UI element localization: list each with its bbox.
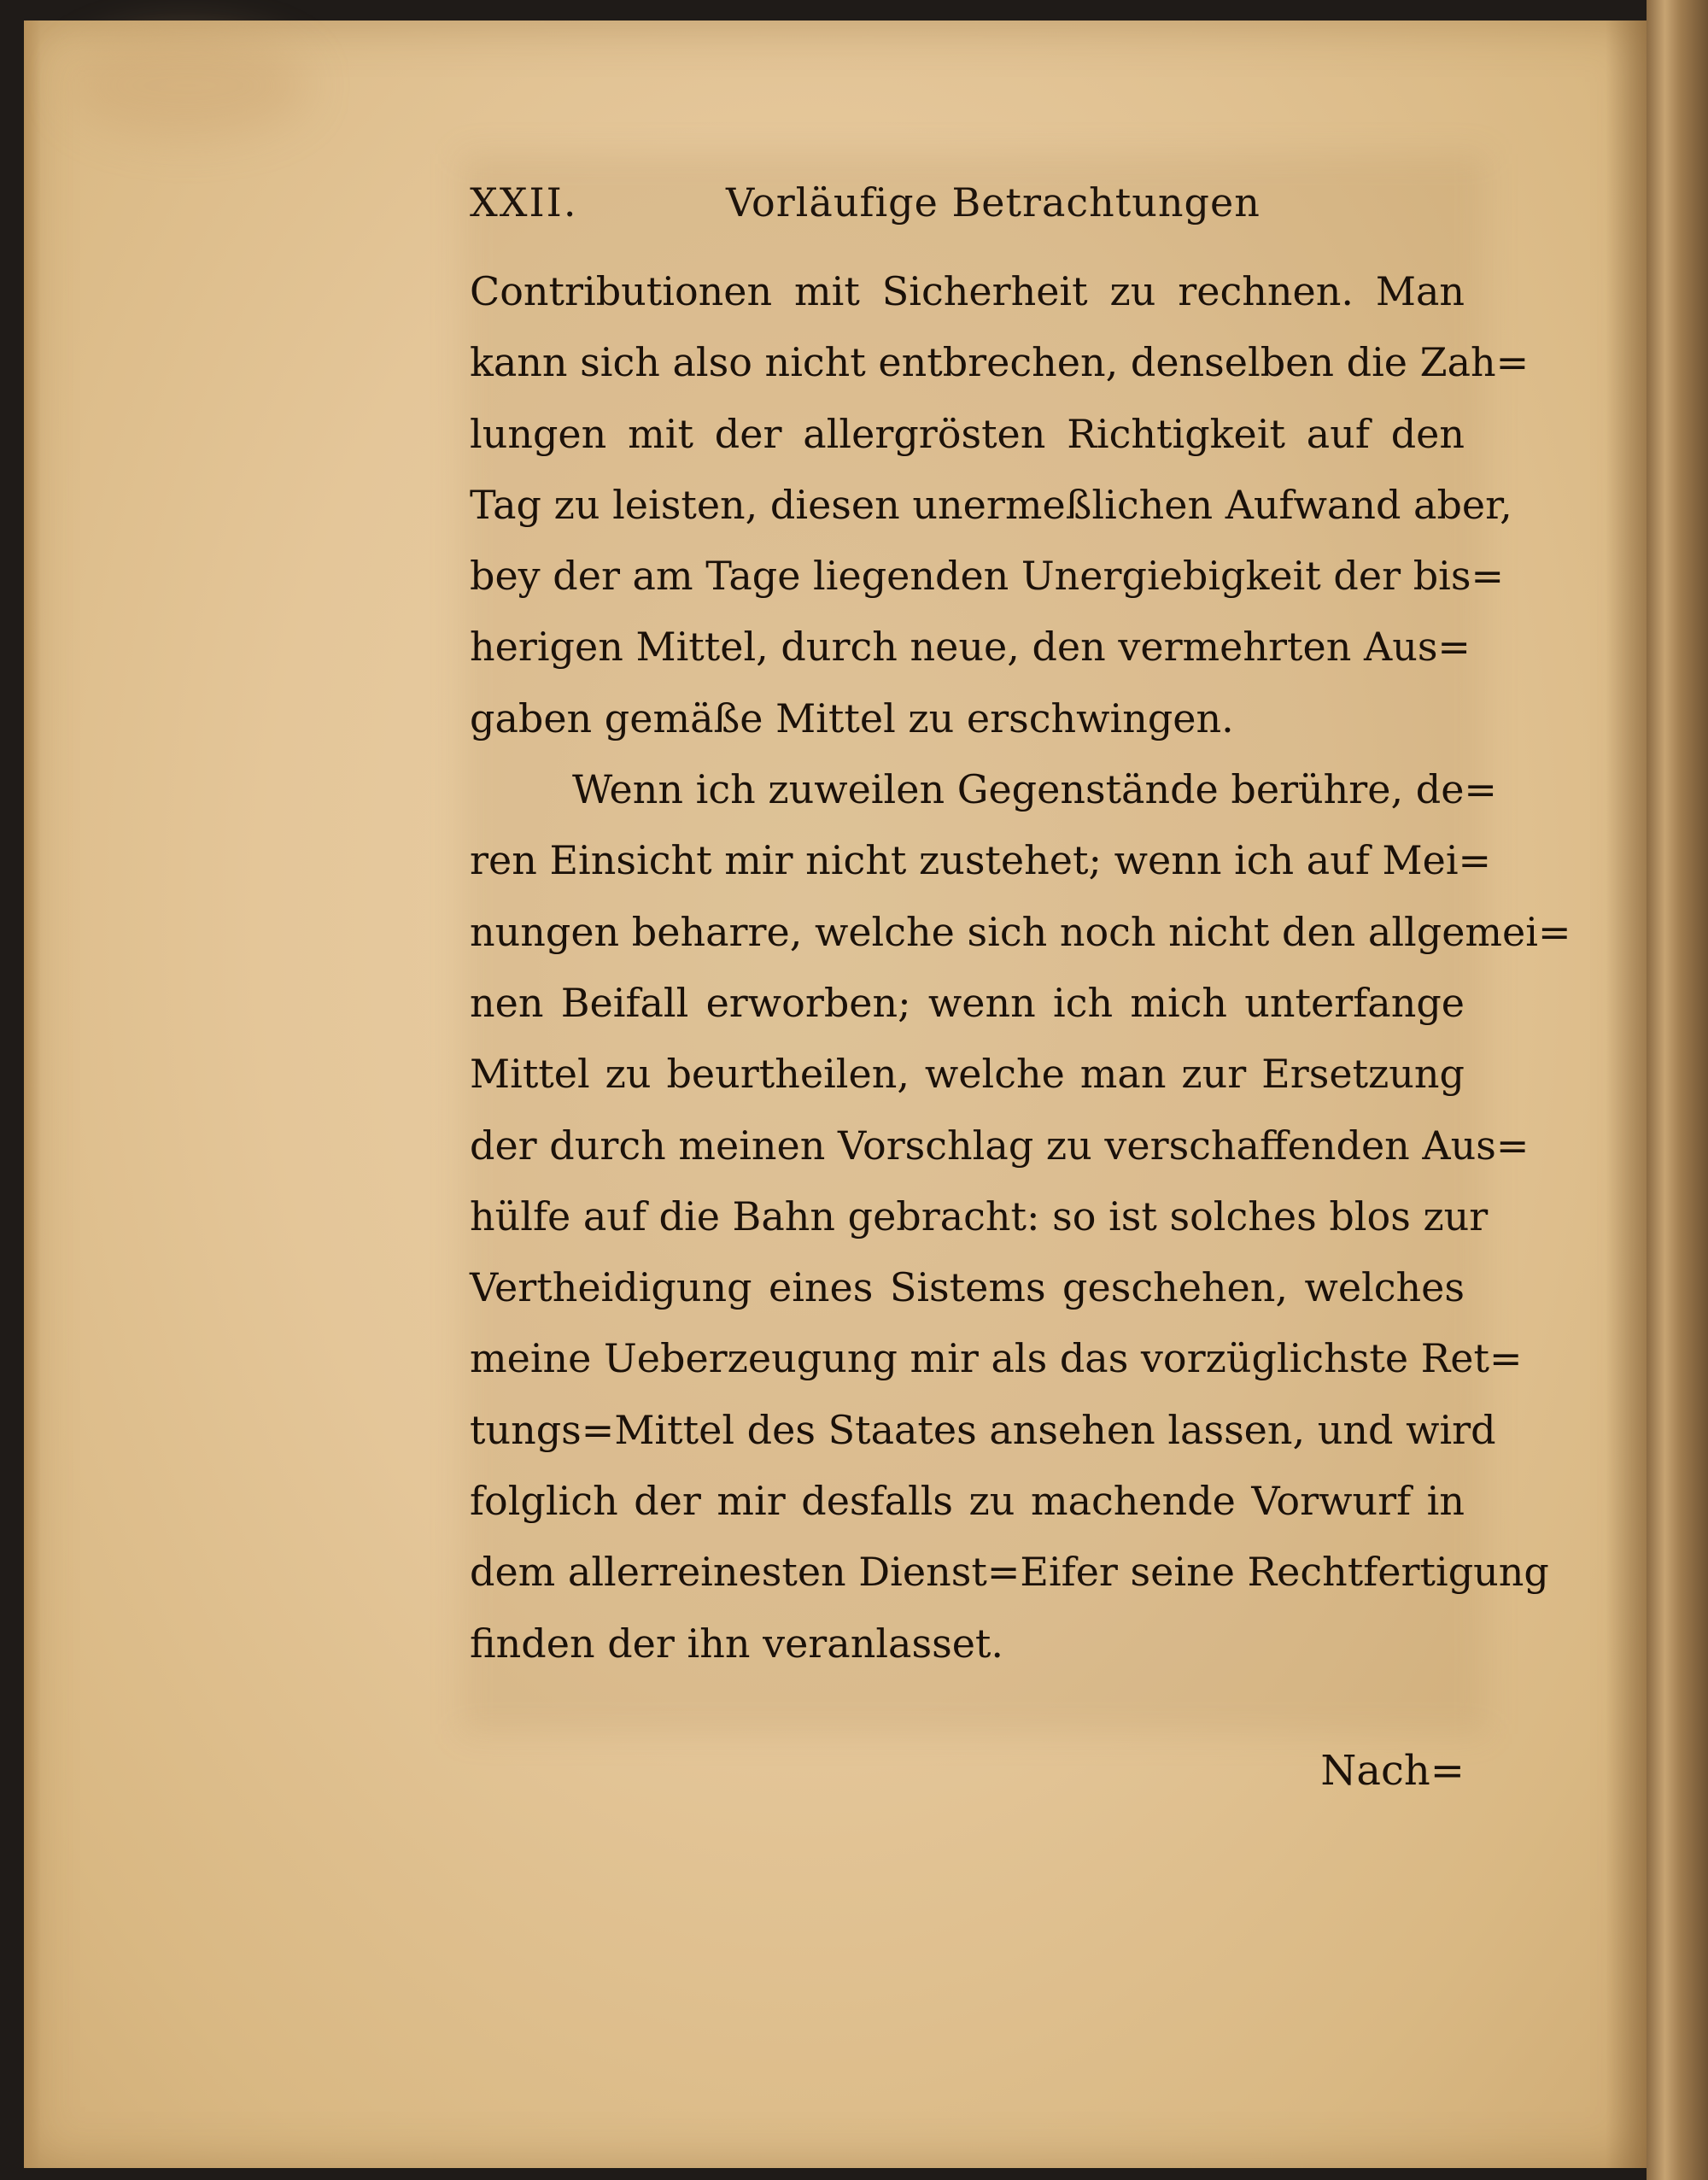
page-number: XXII. [470, 179, 578, 226]
text-line: herigen Mittel, durch neue, den vermehrten Aus= [470, 624, 1471, 671]
text-line: gaben gemäße Mittel zu erschwingen. [470, 694, 1234, 741]
text-line: tungs=Mittel des Staates ansehen lassen, und wird [470, 1406, 1496, 1453]
page-header [470, 179, 1324, 248]
book-spine [1647, 0, 1708, 2180]
text-line: bey der am Tage liegenden Unergiebigkeit der bis= [470, 553, 1505, 600]
text-line: folglich der mir desfalls zu machende Vorwurf in [470, 1478, 1465, 1525]
text-line: nen Beifall erworben; wenn ich mich unterfange [470, 979, 1465, 1026]
text-line: nungen beharre, welche sich noch nicht den allgemei= [470, 908, 1571, 955]
text-line: dem allerreinesten Dienst=Eifer seine Rechtfertigung [470, 1549, 1549, 1596]
running-title: Vorläufige Betrachtungen [726, 179, 1261, 226]
text-line: Tag zu leisten, diesen unermeßlichen Aufwand aber, [470, 481, 1512, 528]
catchword: Nach= [1320, 1747, 1465, 1795]
text-line: kann sich also nicht entbrechen, denselben die Zah= [470, 339, 1530, 386]
text-line: meine Ueberzeugung mir als das vorzüglichste Ret= [470, 1335, 1523, 1382]
text-line: Contributionen mit Sicherheit zu rechnen. Man [470, 268, 1465, 314]
text-line: Mittel zu beurtheilen, welche man zur Ersetzung [470, 1051, 1465, 1098]
gutter-shadow [1606, 21, 1648, 2168]
text-line: Wenn ich zuweilen Gegenstände berühre, de= [572, 766, 1497, 813]
paper-stain [68, 34, 307, 137]
text-line: lungen mit der allergrösten Richtigkeit auf den [470, 410, 1465, 457]
text-line: ren Einsicht mir nicht zustehet; wenn ich auf Mei= [470, 837, 1492, 884]
text-line: Vertheidigung eines Sistems geschehen, welches [470, 1264, 1465, 1311]
text-line: finden der ihn veranlasset. [470, 1620, 1004, 1667]
body-text [470, 256, 1571, 1679]
page-edge [24, 21, 41, 2168]
text-line: der durch meinen Vorschlag zu verschaffenden Aus= [470, 1122, 1530, 1169]
text-line: hülfe auf die Bahn gebracht: so ist solches blos zur [470, 1193, 1489, 1239]
